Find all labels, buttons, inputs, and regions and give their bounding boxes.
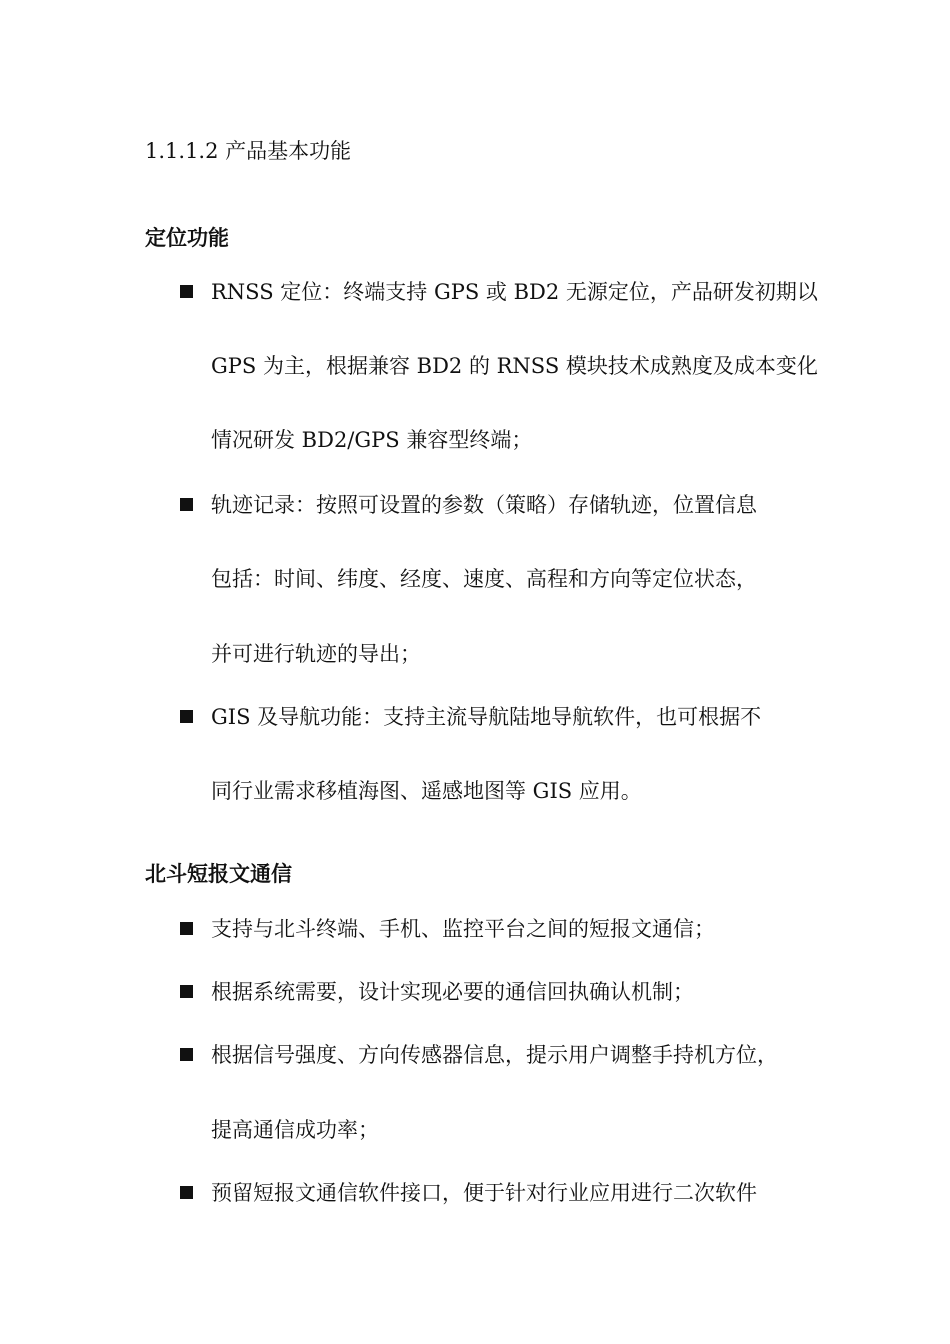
list-item-line: 轨迹记录：按照可设置的参数（策略）存储轨迹，位置信息 bbox=[211, 493, 757, 517]
bullet-icon bbox=[180, 1048, 193, 1061]
bullet-icon bbox=[180, 1186, 193, 1199]
list-item-line: 情况研发 BD2/GPS 兼容型终端； bbox=[211, 428, 533, 452]
list-item-line: 根据系统需要，设计实现必要的通信回执确认机制； bbox=[211, 980, 694, 1004]
list-item-line: 同行业需求移植海图、遥感地图等 GIS 应用。 bbox=[211, 779, 642, 803]
list-item-line: 并可进行轨迹的导出； bbox=[211, 642, 421, 666]
list-item-line: 包括：时间、纬度、经度、速度、高程和方向等定位状态， bbox=[211, 567, 757, 591]
list-item-line: 预留短报文通信软件接口，便于针对行业应用进行二次软件 bbox=[211, 1181, 757, 1205]
heading-number: 1.1.1.2 bbox=[145, 139, 219, 163]
list-item-line: 根据信号强度、方向传感器信息，提示用户调整手持机方位， bbox=[211, 1043, 778, 1067]
bullet-icon bbox=[180, 710, 193, 723]
list-item-line: GPS 为主，根据兼容 BD2 的 RNSS 模块技术成熟度及成本变化 bbox=[211, 354, 818, 378]
bullet-icon bbox=[180, 285, 193, 298]
list-item-line: 提高通信成功率； bbox=[211, 1118, 379, 1142]
section-title-positioning: 定位功能 bbox=[145, 225, 229, 250]
section-heading bbox=[145, 136, 351, 166]
bullet-icon bbox=[180, 985, 193, 998]
list-item-line: 支持与北斗终端、手机、监控平台之间的短报文通信； bbox=[211, 917, 715, 941]
bullet-icon bbox=[180, 498, 193, 511]
bullet-icon bbox=[180, 922, 193, 935]
section-title-short-message: 北斗短报文通信 bbox=[145, 861, 292, 886]
list-item-line: RNSS 定位：终端支持 GPS 或 BD2 无源定位，产品研发初期以 bbox=[211, 280, 818, 304]
list-item-line: GIS 及导航功能：支持主流导航陆地导航软件，也可根据不 bbox=[211, 705, 762, 729]
heading-title: 产品基本功能 bbox=[225, 139, 352, 163]
